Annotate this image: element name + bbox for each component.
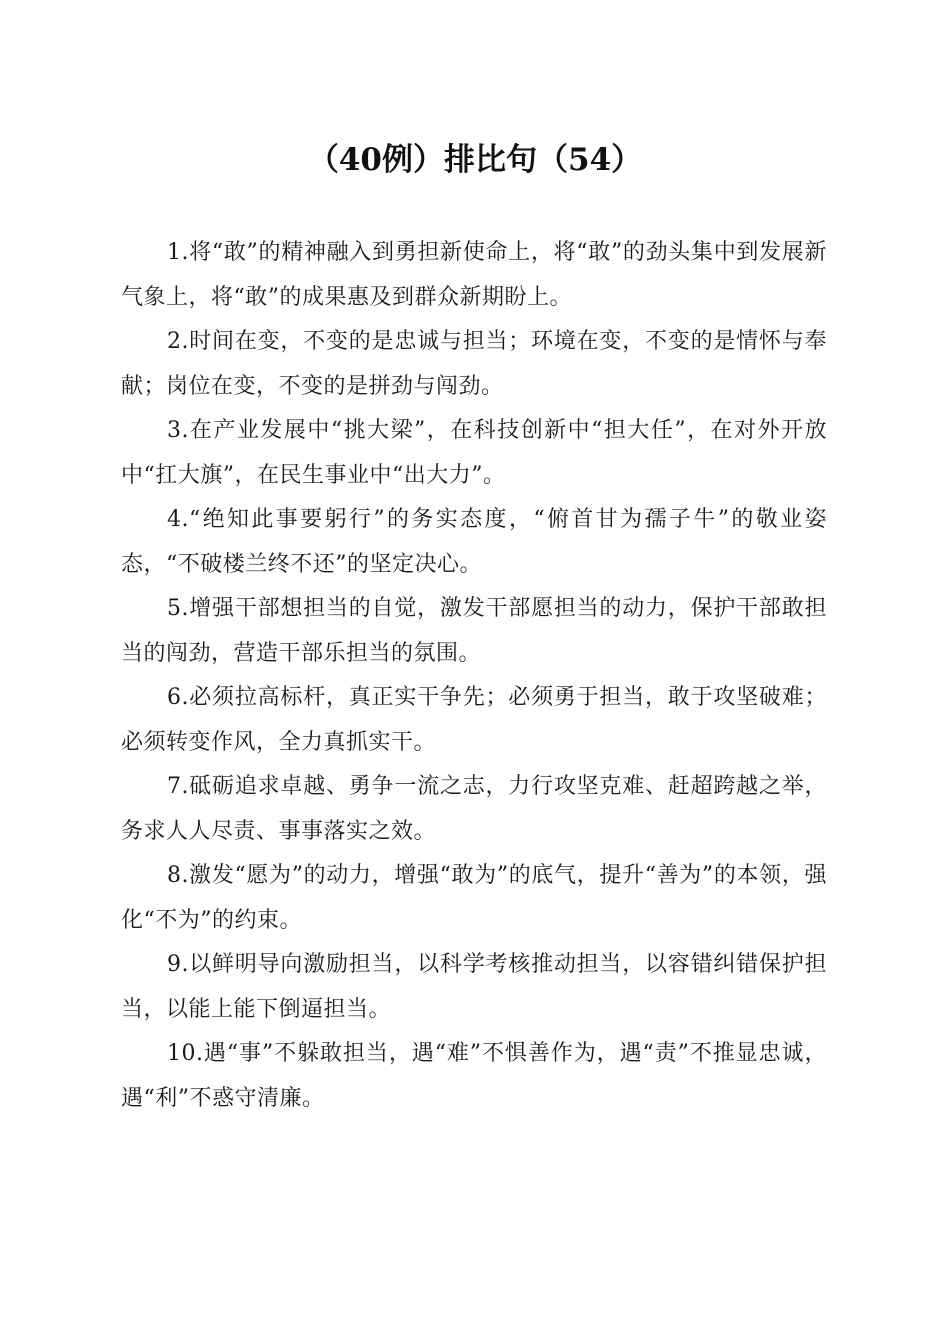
paragraph-4: 4.“绝知此事要躬行”的务实态度，“俯首甘为孺子牛”的敬业姿态，“不破楼兰终不还”的坚定决心。	[121, 507, 827, 577]
paragraph-3: 3.在产业发展中“挑大梁”，在科技创新中“担大任”，在对外开放中“扛大旗”，在民生事业中“出大力”。	[121, 418, 827, 488]
paragraph-9: 9.以鲜明导向激励担当，以科学考核推动担当，以容错纠错保护担当，以能上能下倒逼担当。	[121, 952, 827, 1022]
paragraph-2: 2.时间在变，不变的是忠诚与担当；环境在变，不变的是情怀与奉献；岗位在变，不变的是拼劲与闯劲。	[121, 329, 827, 399]
paragraph-5: 5.增强干部想担当的自觉，激发干部愿担当的动力，保护干部敢担当的闯劲，营造干部乐担当的氛围。	[121, 596, 827, 666]
paragraph-1: 1.将“敢”的精神融入到勇担新使命上，将“敢”的劲头集中到发展新气象上，将“敢”的成果惠及到群众新期盼上。	[121, 240, 827, 310]
paragraph-6: 6.必须拉高标杆，真正实干争先；必须勇于担当，敢于攻坚破难；必须转变作风，全力真抓实干。	[121, 685, 827, 755]
paragraph-7: 7.砥砺追求卓越、勇争一流之志，力行攻坚克难、赶超跨越之举，务求人人尽责、事事落实之效。	[121, 774, 827, 844]
paragraph-8: 8.激发“愿为”的动力，增强“敢为”的底气，提升“善为”的本领，强化“不为”的约束。	[121, 863, 827, 933]
document-body	[121, 231, 827, 1121]
document-title: （40例）排比句（54）	[307, 142, 643, 178]
paragraph-10: 10.遇“事”不躲敢担当，遇“难”不惧善作为，遇“责”不推显忠诚，遇“利”不惑守清廉。	[121, 1041, 827, 1111]
